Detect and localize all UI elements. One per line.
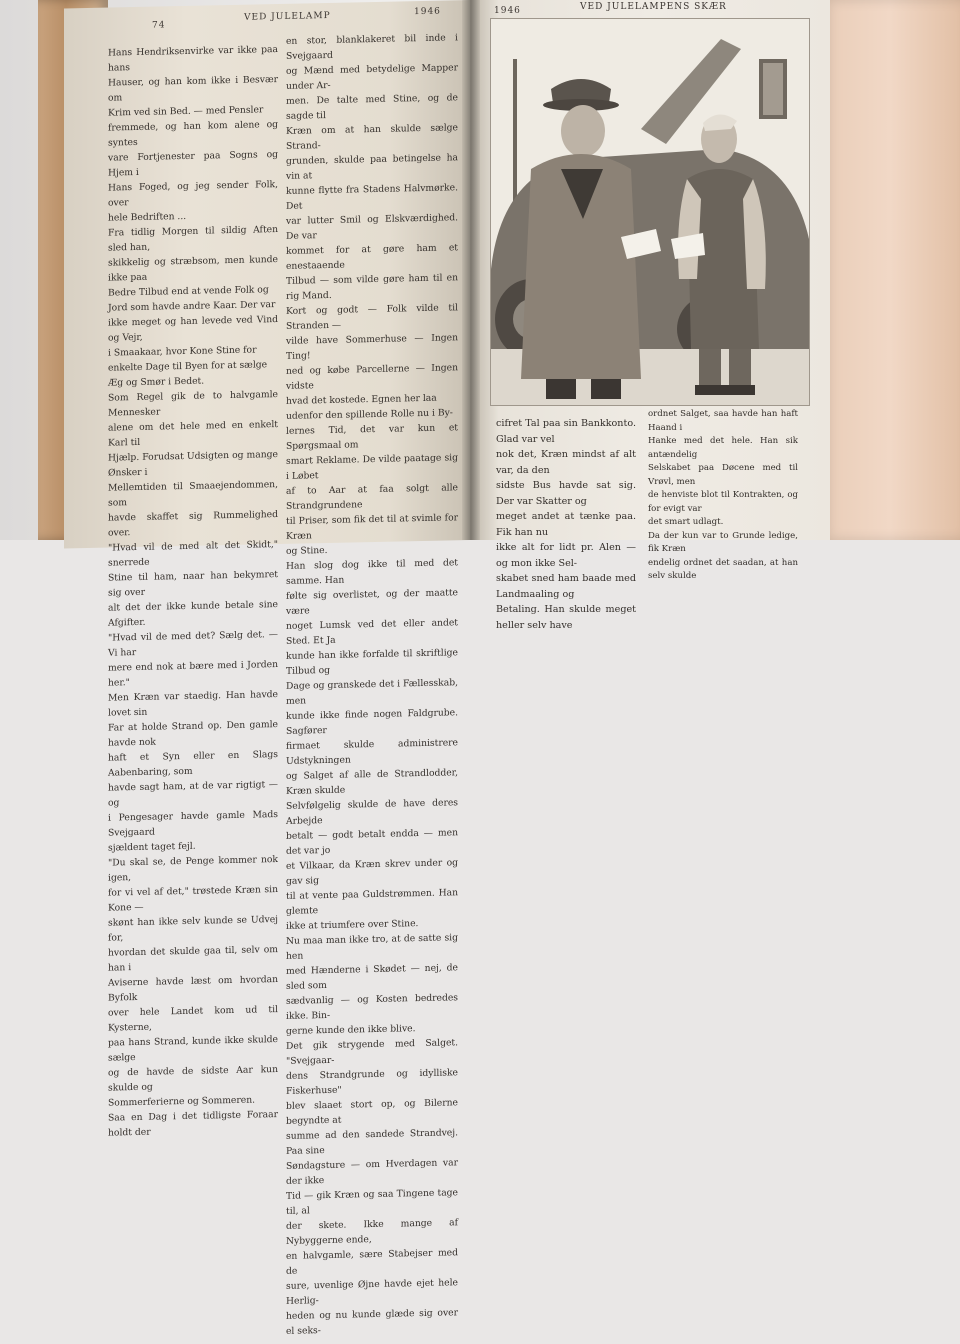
text-line: noget Lumsk ved det eller andet Sted. Et Ja [286, 617, 458, 647]
text-line: Han slog dog ikke til med det samme. Han [286, 557, 458, 587]
text-line: cifret Tal paa sin Bankkonto. Glad var vel [496, 418, 636, 445]
text-line: over hele Landet kom ud til Kysterne, [108, 1004, 278, 1034]
text-line: Mellemtiden til Smaaejendommen, som [108, 479, 278, 509]
text-line: et Vilkaar, da Kræn skrev under og gav sig [286, 857, 458, 887]
text-line: sjældent taget fejl. [108, 840, 196, 854]
text-line: følte sig overlistet, og der maatte være [286, 587, 458, 617]
text-line: smart Reklame. De vilde paatage sig i Løbet [286, 452, 458, 482]
text-line: endelig ordnet det saadan, at han selv skulde [648, 557, 798, 581]
text-line: heden og nu kunde glæde sig over el seks- [286, 1307, 458, 1337]
text-line: "Hvad vil de med alt det Skidt," snerrede [108, 539, 278, 569]
text-line: "Du skal se, de Penge kommer nok igen, [108, 854, 278, 884]
right-page-column-2 [648, 408, 798, 584]
text-line: udenfor den spillende Rolle nu i By- [286, 407, 453, 422]
text-line: sidste Bus havde sat sig. Der var Skatter og [496, 480, 636, 507]
text-line: gerne kunde den ikke blive. [286, 1023, 416, 1037]
text-line: Dage og granskede det i Fællesskab, men [286, 677, 458, 707]
text-line: til Priser, som fik det til at svimle for Kræn [286, 512, 458, 542]
text-line: grunden, skulde paa betingelse ha vin at [286, 152, 458, 182]
text-line: Betaling. Han skulde meget heller selv have [496, 604, 636, 631]
text-line: sure, uvenlige Øjne havde ejet hele Herlig- [286, 1277, 458, 1307]
text-line: skabet sned ham baade med Landmaaling og [496, 573, 636, 600]
text-line: havde sagt ham, at de var rigtigt — og [108, 779, 278, 809]
text-line: alt det der ikke kunde betale sine Afgifter. [108, 599, 278, 629]
text-line: Nu maa man ikke tro, at de satte sig hen [286, 932, 458, 962]
text-line: skønt han ikke selv kunde se Udvej for, [108, 914, 278, 944]
text-line: Men Kræn var staedig. Han havde lovet sin [108, 689, 278, 719]
text-line: der skete. Ikke mange af Nybyggerne ende, [286, 1217, 458, 1247]
text-line: Far at holde Strand op. Den gamle havde nok [108, 719, 278, 749]
text-line: og Stine. [286, 544, 328, 557]
text-line: lernes Tid, det var kun et Spørgsmaal om [286, 422, 458, 452]
text-line: hele Bedriften ... [108, 210, 187, 224]
book-cover-right-edge [820, 0, 960, 540]
text-line: Stine til ham, naar han bekymret sig over [108, 569, 278, 599]
text-line: firmaet skulde administrere Udstykningen [286, 737, 458, 767]
text-line: haft et Syn eller en Slags Aabenbaring, som [108, 749, 278, 779]
left-page-column-1 [108, 42, 278, 1141]
text-line: sædvanlig — og Kosten bedredes ikke. Bin- [286, 992, 458, 1022]
text-line: Krim ved sin Bed. — med Pensler [108, 104, 264, 119]
text-line: en halvgamle, sære Stabejser med de [286, 1247, 458, 1277]
right-page [470, 0, 830, 631]
text-line: Bedre Tilbud end at vende Folk og [108, 284, 269, 299]
illustration-drawing [491, 19, 809, 405]
text-line: vare Fortjenester paa Sogns og Hjem i [108, 149, 278, 179]
text-line: i Pengesager havde gamle Mads Svejgaard [108, 809, 278, 839]
text-line: summe ad den sandede Strandvej. Paa sine [286, 1127, 458, 1157]
text-line: kunne flytte fra Stadens Halvmørke. Det [286, 182, 458, 212]
text-line: det smart udlagt. [648, 517, 724, 527]
illustration-two-men-by-car [490, 18, 810, 406]
left-page-year: 1946 [414, 6, 441, 18]
text-line: Hans Hendriksenvirke var ikke paa hans [108, 44, 278, 74]
text-line: Hanke med det hele. Han sik antændelig [648, 436, 798, 460]
text-line: Æg og Smør i Bedet. [108, 375, 205, 389]
text-line: nok det, Kræn mindst af alt var, da den [496, 449, 636, 476]
text-line: Selskabet paa Døcene med til Vrøvl, men [648, 463, 798, 487]
text-line: Som Regel gik de to halvgamle Mennesker [108, 389, 278, 419]
text-line: hvordan det skulde gaa til, selv om han i [108, 944, 278, 974]
text-line: mere end nok at bære med i Jorden her." [108, 659, 278, 689]
text-line: Hans Foged, og jeg sender Folk, over [108, 179, 278, 209]
text-line: hvad det kostede. Egnen her laa [286, 392, 437, 407]
text-line: for vi vel af det," trøstede Kræn sin Kone — [108, 884, 278, 914]
text-line: i Smaakaar, hvor Kone Stine for [108, 344, 257, 359]
text-line: ned og købe Parcellerne — Ingen vidste [286, 362, 458, 392]
text-line: Selvfølgelig skulde de have deres Arbejde [286, 797, 458, 827]
text-line: en stor, blanklakeret bil inde i Svejgaard [286, 32, 458, 62]
right-page-year: 1946 [494, 6, 521, 16]
text-line: Fra tidlig Morgen til sildig Aften sled han, [108, 224, 278, 254]
left-page [64, 0, 470, 1337]
text-line: alene om det hele med en enkelt Karl til [108, 419, 278, 449]
text-line: Søndagsture — om Hverdagen var der ikke [286, 1157, 458, 1187]
text-line: og de havde de sidste Aar kun skulde og [108, 1064, 278, 1094]
text-line: til at vente paa Guldstrømmen. Han glemte [286, 887, 458, 917]
text-line: og Salget af alle de Strandlodder, Kræn skulde [286, 767, 458, 797]
text-line: skikkelig og stræbsom, men kunde ikke paa [108, 254, 278, 284]
left-page-column-2 [286, 30, 458, 1339]
text-line: de henviste blot til Kontrakten, og for evigt var [648, 490, 798, 514]
text-line: Tilbud — som vilde gøre ham til en rig Mand. [286, 272, 458, 302]
text-line: enkelte Dage til Byen for at sælge [108, 359, 268, 374]
right-page-running-title: VED JULELAMPENS SKÆR [580, 2, 727, 12]
text-line: Da der kun var to Grunde ledige, fik Kræn [648, 530, 798, 554]
left-page-number: 74 [152, 20, 166, 31]
text-line: ikke alt for lidt pr. Alen — og mon ikke Sel- [496, 542, 636, 569]
text-line: betalt — godt betalt endda — men det var jo [286, 827, 458, 857]
text-line: og Mænd med betydelige Mapper under Ar- [286, 62, 458, 92]
text-line: "Hvad vil de med det? Sælg det. — Vi har [108, 629, 278, 659]
text-line: kunde ikke finde nogen Faldgrube. Sagfører [286, 707, 458, 737]
book-gutter [462, 0, 480, 540]
text-line: ikke meget og han levede ved Vind og Vejr, [108, 314, 278, 344]
text-line: Hauser, og han kom ikke i Besvær om [108, 74, 278, 104]
text-line: Jord som havde andre Kaar. Der var [108, 299, 276, 314]
text-line: ordnet Salget, saa havde han haft Haand i [648, 409, 798, 433]
text-line: Sommerferierne og Sommeren. [108, 1094, 256, 1109]
text-line: Aviserne havde læst om hvordan Byfolk [108, 974, 278, 1004]
text-line: kunde han ikke forfalde til skriftlige Tilbud og [286, 647, 458, 677]
text-line: Det gik strygende med Salget. "Svejgaar- [286, 1037, 458, 1067]
text-line: Kræn om at han skulde sælge Strand- [286, 122, 458, 152]
text-line: kommet for at gøre ham et enestaaende [286, 242, 458, 272]
text-line: af to Aar at faa solgt alle Strandgrundene [286, 482, 458, 512]
text-line: med Hænderne i Skødet — nej, de sled som [286, 962, 458, 992]
text-line: paa hans Strand, kunde ikke skulde sælge [108, 1034, 278, 1064]
text-line: dens Strandgrunde og idylliske Fiskerhuse" [286, 1067, 458, 1097]
text-line: Saa en Dag i det tidligste Foraar holdt der [108, 1109, 278, 1139]
text-line: Hjælp. Forudsat Udsigten og mange Ønsker i [108, 449, 278, 479]
right-page-column-1 [496, 416, 636, 633]
text-line: var lutter Smil og Elskværdighed. De var [286, 212, 458, 242]
text-line: blev slaaet stort op, og Bilerne begyndte at [286, 1097, 458, 1127]
text-line: meget andet at tænke paa. Fik han nu [496, 511, 636, 538]
left-page-running-title: VED JULELAMP [244, 10, 331, 23]
text-line: vilde have Sommerhuse — Ingen Ting! [286, 332, 458, 362]
text-line: havde skaffet sig Rummelighed over. [108, 509, 278, 539]
text-line: Kort og godt — Folk vilde til Stranden — [286, 302, 458, 332]
text-line: ikke at triumfere over Stine. [286, 918, 419, 932]
text-line: fremmede, og han kom alene og syntes [108, 119, 278, 149]
text-line: Tid — gik Kræn og saa Tingene tage til, al [286, 1187, 458, 1217]
text-line: men. De talte med Stine, og de sagde til [286, 92, 458, 122]
